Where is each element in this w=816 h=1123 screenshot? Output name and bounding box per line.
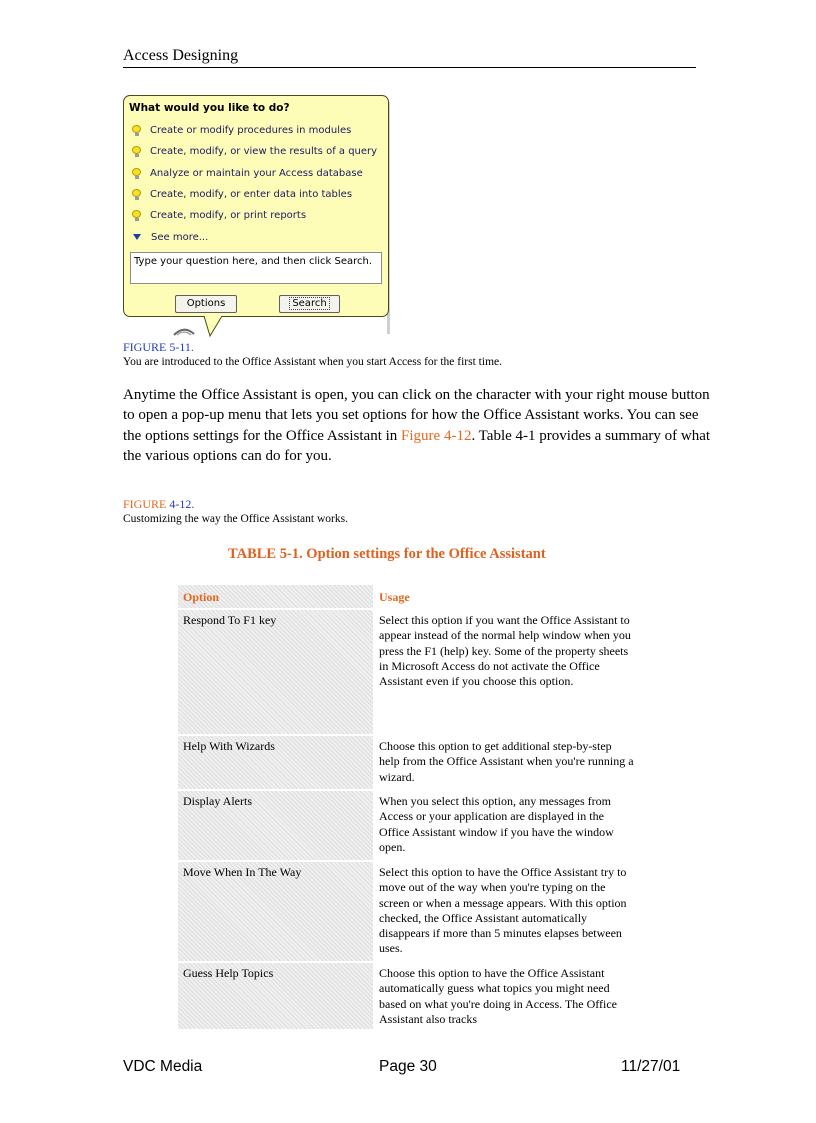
balloon-option[interactable]: Create, modify, or print reports <box>132 205 377 226</box>
lightbulb-icon <box>132 168 141 179</box>
figure-reference-link[interactable]: Figure 4-12 <box>401 427 472 444</box>
option-cell: Move When In The Way <box>178 862 375 963</box>
usage-cell: Select this option to have the Office Assistant try to move out of the way when you're typing on the screen or when a message appears. With this option checked, the Office Assistant automatically disappears if more than 5 minutes elapses between uses. <box>375 862 641 963</box>
search-button[interactable]: Search <box>279 295 340 313</box>
option-cell: Help With Wizards <box>178 736 375 791</box>
column-header-option: Option <box>178 585 375 610</box>
see-more-link[interactable]: See more... <box>132 226 377 247</box>
option-cell: Guess Help Topics <box>178 963 375 1031</box>
table-row <box>178 791 641 862</box>
header-rule <box>123 67 696 68</box>
figure-caption: Customizing the way the Office Assistant works. <box>123 513 348 525</box>
lightbulb-icon <box>132 210 141 221</box>
document-header-title: Access Designing <box>123 47 239 64</box>
option-cell: Respond To F1 key <box>178 610 375 736</box>
figure-label: FIGURE 5-11. <box>123 340 194 354</box>
balloon-heading: What would you like to do? <box>129 102 290 114</box>
table-title: TABLE 5-1. Option settings for the Office Assistant <box>228 546 546 562</box>
balloon-tail <box>200 316 224 338</box>
options-button[interactable]: Options <box>175 295 237 313</box>
question-input[interactable]: Type your question here, and then click Search. <box>130 252 382 284</box>
assistant-character-icon <box>172 326 198 336</box>
lightbulb-icon <box>132 146 141 157</box>
table-row <box>178 610 641 736</box>
usage-cell: Choose this option to have the Office Assistant automatically guess what topics you might need based on what you're doing in Access. The Office Assistant also tracks <box>375 963 641 1031</box>
triangle-down-icon <box>133 234 141 240</box>
balloon-option-list <box>132 120 377 248</box>
table-row <box>178 862 641 963</box>
balloon-option[interactable]: Create, modify, or enter data into tables <box>132 184 377 205</box>
usage-cell: When you select this option, any messages from Access or your application are displayed in the Office Assistant window if you have the window open. <box>375 791 641 862</box>
lightbulb-icon <box>132 189 141 200</box>
option-cell: Display Alerts <box>178 791 375 862</box>
office-assistant-balloon <box>123 95 389 317</box>
table-row <box>178 963 641 1031</box>
footer-date: 11/27/01 <box>621 1058 681 1075</box>
balloon-option[interactable]: Analyze or maintain your Access database <box>132 163 377 184</box>
body-paragraph: Anytime the Office Assistant is open, you can click on the character with your right mouse button to open a pop-up menu that lets you set options for how the Office Assistant works. You can see the options settings for the Office Assistant in Figure 4-12. Table 4-1 provides a summary of what the various options can do for you. <box>123 387 711 464</box>
usage-cell: Choose this option to get additional step-by-step help from the Office Assistant when you're running a wizard. <box>375 736 641 791</box>
options-table <box>178 585 641 1031</box>
figure-caption: You are introduced to the Office Assistant when you start Access for the first time. <box>123 356 503 368</box>
figure-label: FIGURE 4-12. <box>123 497 195 511</box>
usage-cell: Select this option if you want the Office Assistant to appear instead of the normal help window when you press the F1 (help) key. Some of the property sheets in Microsoft Access do not activate the Office Assistant even if you choose this option. <box>375 610 641 736</box>
table-row <box>178 736 641 791</box>
footer-page-number: Page 30 <box>379 1058 437 1075</box>
balloon-option[interactable]: Create, modify, or view the results of a query <box>132 141 377 162</box>
lightbulb-icon <box>132 125 141 136</box>
table-header-row <box>178 585 641 610</box>
balloon-option[interactable]: Create or modify procedures in modules <box>132 120 377 141</box>
footer-left: VDC Media <box>123 1058 203 1075</box>
column-header-usage: Usage <box>375 585 641 610</box>
